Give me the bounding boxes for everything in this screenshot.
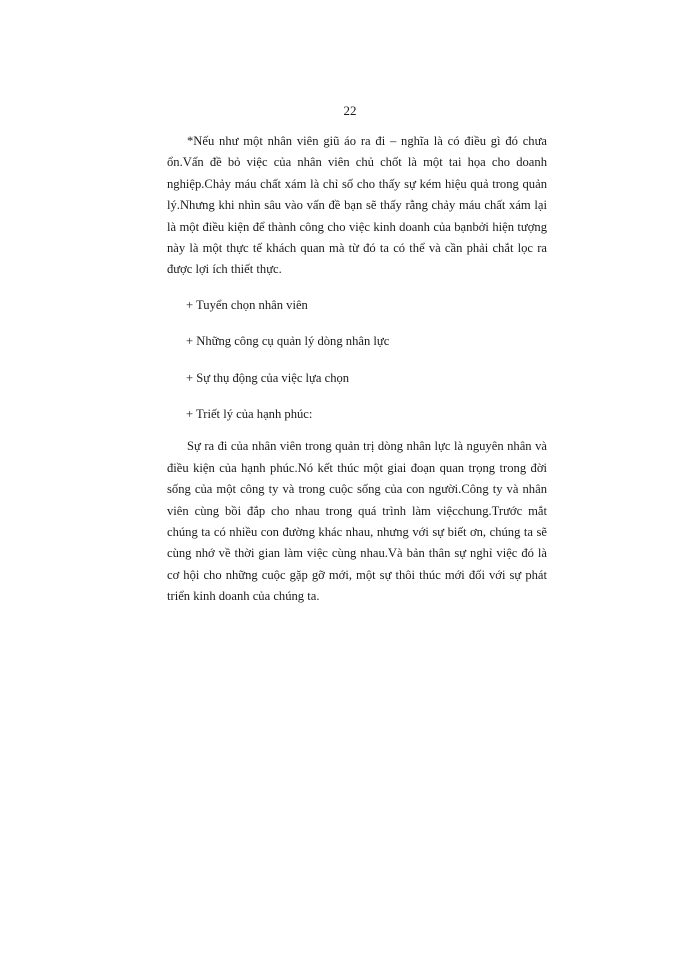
list-item: + Những công cụ quản lý dòng nhân lực — [186, 334, 390, 349]
list-item: + Tuyển chọn nhân viên — [186, 297, 308, 312]
bullet-list — [167, 297, 547, 423]
list-item: + Triết lý của hạnh phúc: — [186, 407, 313, 422]
paragraph-conclusion: Sự ra đi của nhân viên trong quản trị dòng nhân lực là nguyên nhân và điều kiện của hạnh phúc.Nó kết thúc một giai đoạn quan trọng trong đời sống của một công ty và trong cuộc sống của con người.Công ty và nhân viên cùng bồi đắp cho nhau trong quá trình làm việcchung.Trước mắt chúng ta có nhiều con đường khác nhau, nhưng với sự biết ơn, chúng ta sẽ cùng nhớ về thời gian làm việc cùng nhau.Và bản thân sự nghỉ việc đó là cơ hội cho những cuộc gặp gỡ mới, một sự thôi thúc mới đối với sự phát triển kinh doanh của chúng ta. — [167, 439, 547, 604]
page-body — [167, 131, 547, 608]
page-number: 22 — [343, 103, 357, 118]
list-item: + Sự thụ động của việc lựa chọn — [186, 370, 350, 385]
paragraph-intro: *Nếu như một nhân viên giũ áo ra đi – nghĩa là có điều gì đó chưa ổn.Vấn đề bỏ việc của nhân viên chủ chốt là một tai họa cho doanh nghiệp.Chảy máu chất xám là chỉ số cho thấy sự kém hiệu quả trong quản lý.Nhưng khi nhìn sâu vào vấn đề bạn sẽ thấy rằng chảy máu chất xám lại là một điều kiện để thành công cho việc kinh doanh của bạnbởi hiện tượng này là một thực tế khách quan mà từ đó ta có thể và cần phải chắt lọc ra được lợi ích thiết thực. — [167, 134, 547, 277]
